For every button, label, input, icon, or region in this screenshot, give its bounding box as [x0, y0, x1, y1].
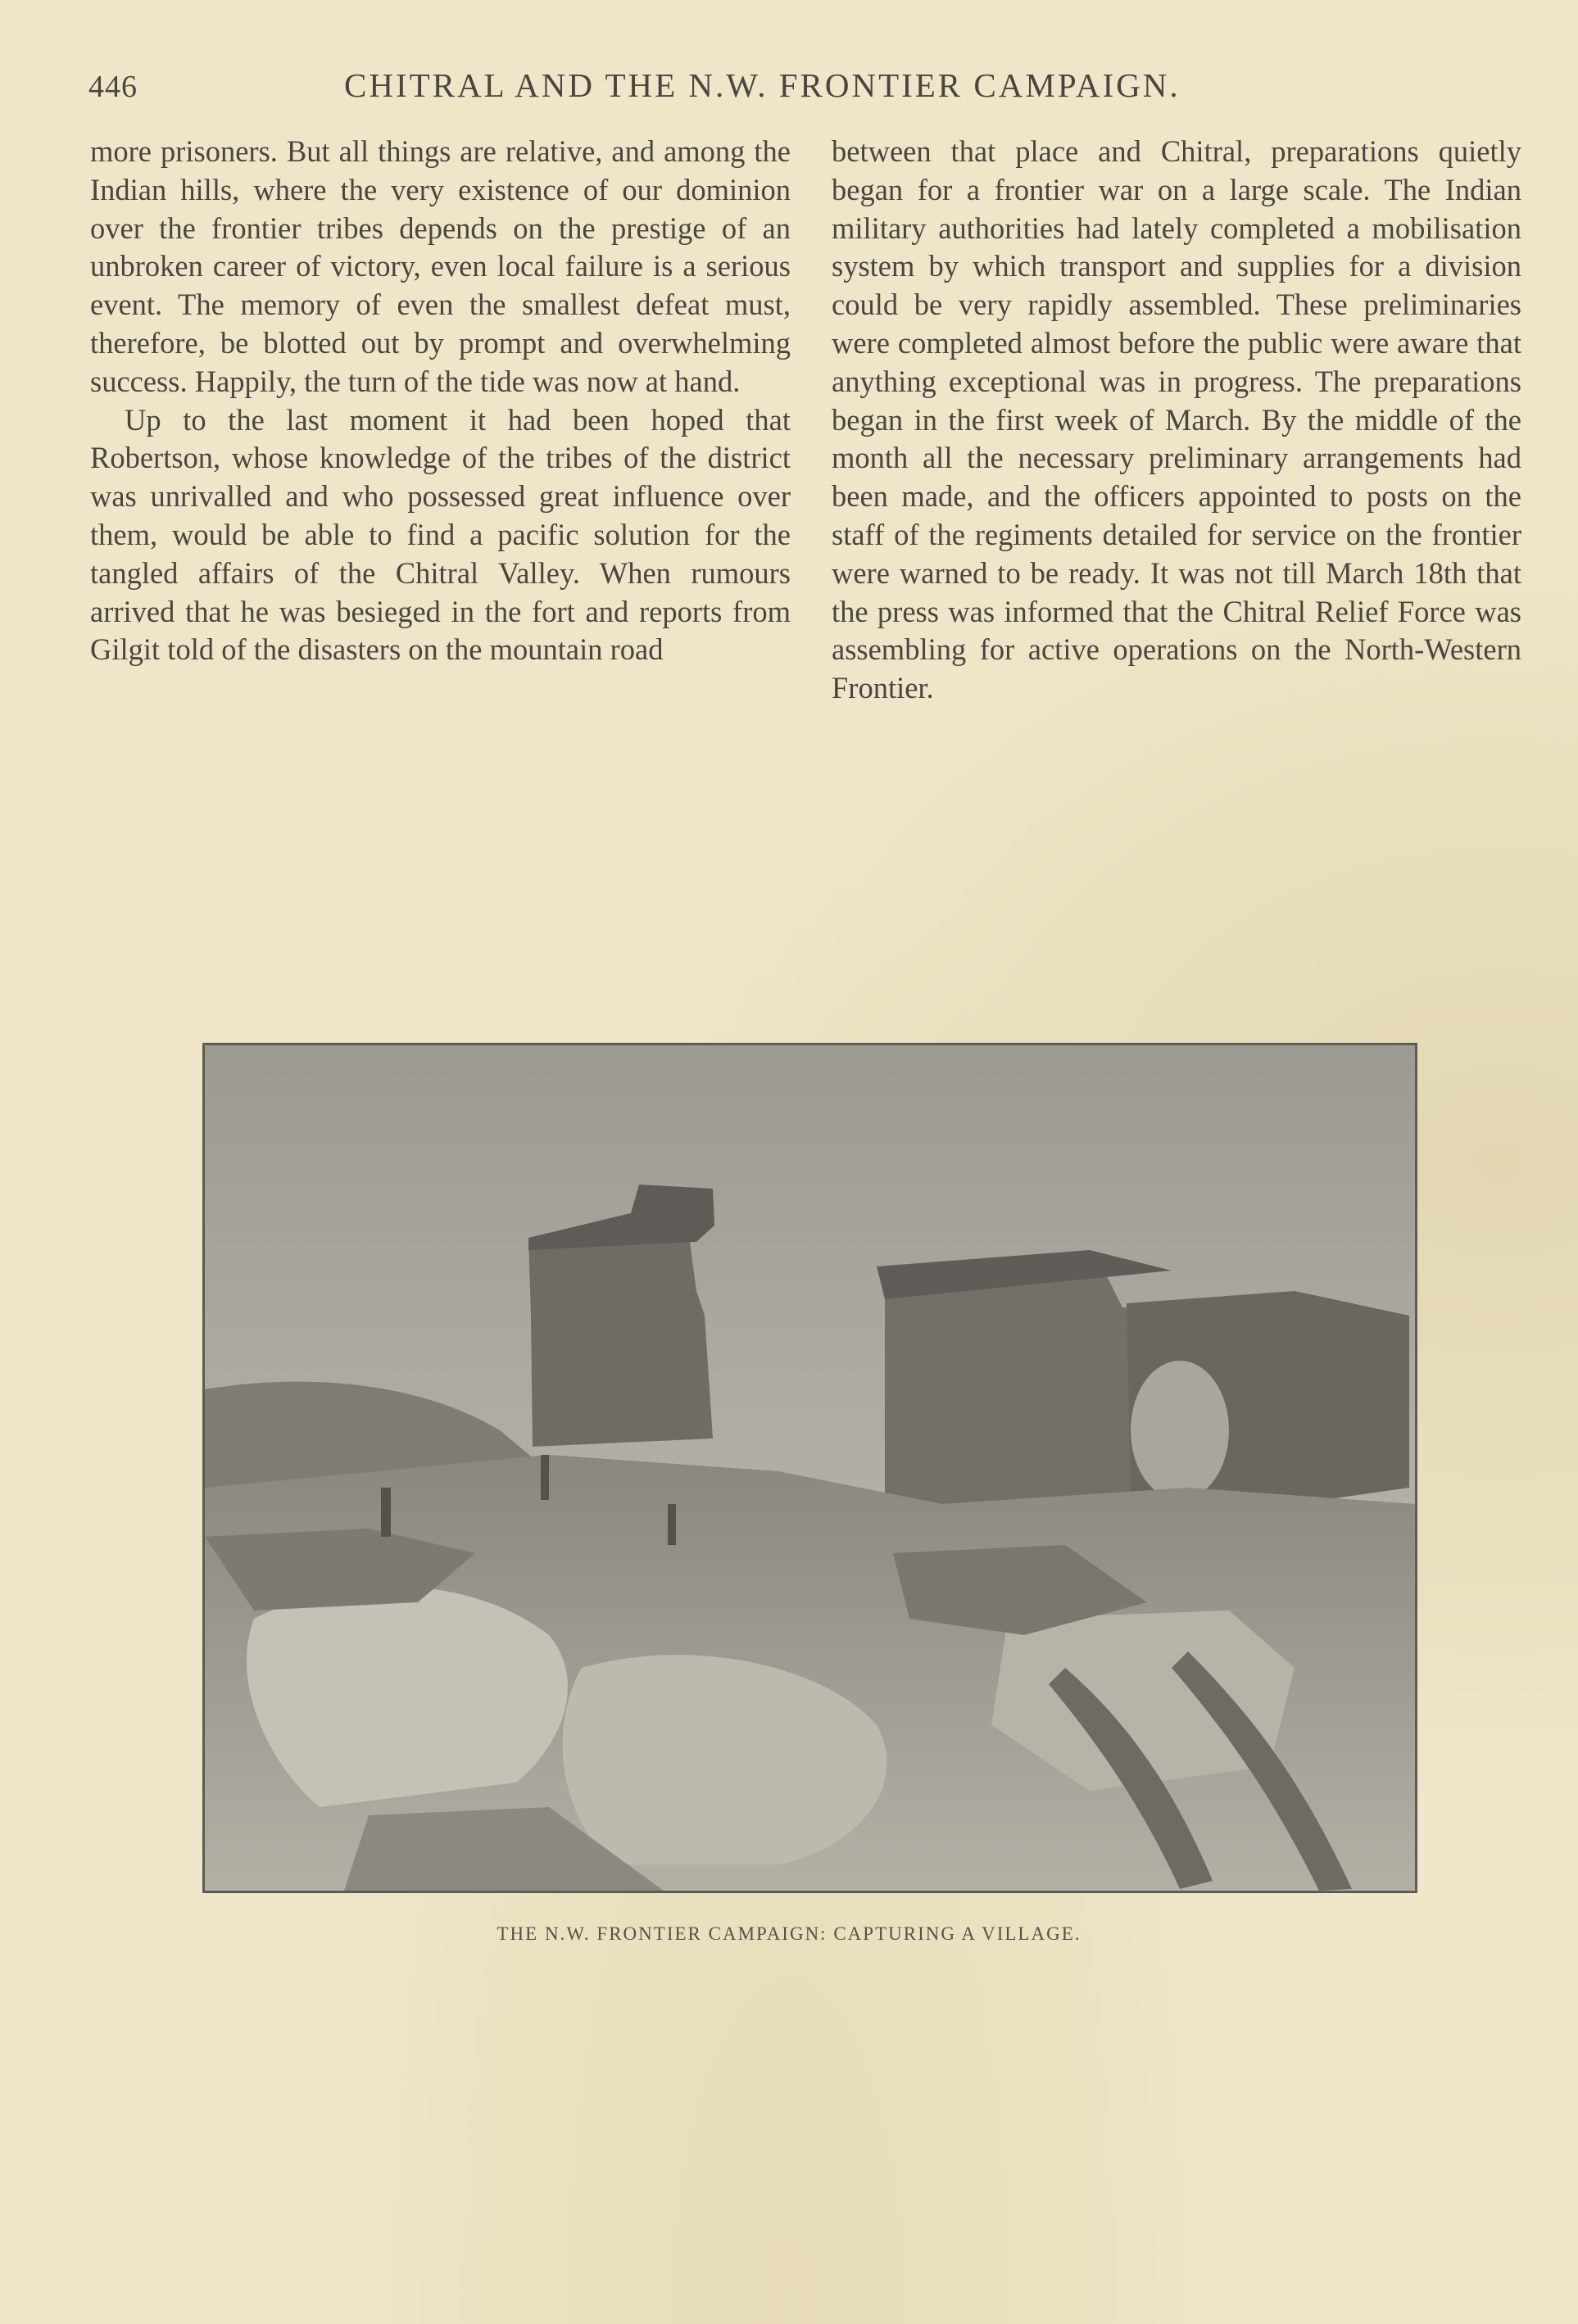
watch-tower [528, 1230, 713, 1447]
photograph-plate [202, 1043, 1417, 1893]
soldier-figure [541, 1455, 549, 1500]
figure-caption: THE N.W. FRONTIER CAMPAIGN: CAPTURING A VILLAGE. [497, 1923, 1081, 1944]
doorway-light [1131, 1361, 1229, 1500]
page-number: 446 [88, 70, 138, 104]
boulder [247, 1587, 568, 1807]
paragraph: Up to the last moment it had been hoped that Robertson, whose knowledge of the tribes of the district was unrivalled and who possessed great influence over them, would be able to find a pacific solution for the tangled affairs of the Chitral Valley. When rumours arrived that he was besieged in the fort and reports from Gilgit told of the disasters on the mountain road [90, 402, 791, 667]
soldier-figure [668, 1504, 676, 1545]
paragraph: more prisoners. But all things are relative, and among the Indian hills, where the very existence of our dominion over the frontier tribes depends on the prestige of an unbroken career of victory, even local failure is a serious event. The memory of even the smallest defeat must, therefore, be blotted out by prompt and overwhelming success. Happily, the turn of the tide was now at hand. [90, 134, 791, 398]
text-column-right [832, 133, 1521, 708]
text-column-left [90, 133, 791, 669]
paragraph: between that place and Chitral, preparations quietly began for a frontier war on a large scale. The Indian military authorities had lately completed a mobilisation system by which transport and supplies for a division could be very rapidly assembled. These preliminaries were completed almost before the public were aware that anything exceptional was in progress. The preparations began in the first week of March. By the middle of the month all the necessary preliminary arrangements had been made, and the officers appointed to posts on the staff of the regiments detailed for service on the frontier were warned to be ready. It was not till March 18th that the press was informed that the Chitral Relief Force was assembling for active operations on the North-Western Frontier. [832, 134, 1521, 705]
running-title: CHITRAL AND THE N.W. FRONTIER CAMPAIGN. [344, 66, 1181, 104]
soldier-figure [381, 1488, 391, 1537]
village-photograph [205, 1045, 1415, 1891]
